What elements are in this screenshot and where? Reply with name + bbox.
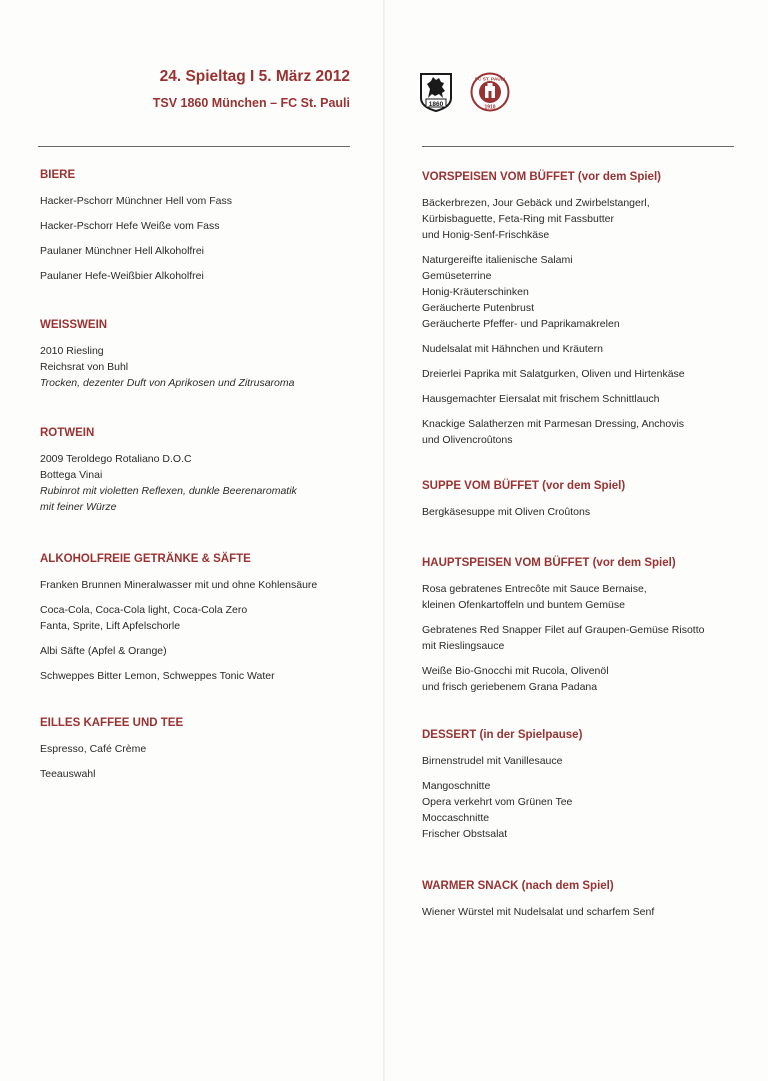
pauli-crest-name: FC ST. PAULI <box>474 77 506 83</box>
menu-item: 2009 Teroldego Rotaliano D.O.C <box>40 453 192 465</box>
menu-section-rotwein <box>40 426 380 524</box>
menu-item: Bottega Vinai <box>40 469 103 481</box>
menu-item: 2010 Riesling <box>40 345 104 357</box>
menu-item-group <box>40 451 380 515</box>
food-column <box>422 0 762 1081</box>
menu-item: Moccaschnitte <box>422 812 490 824</box>
menu-item-group <box>422 504 762 520</box>
menu-item: Franken Brunnen Mineralwasser mit und ohne Kohlensäure <box>40 579 318 591</box>
menu-item: Hausgemachter Eiersalat mit frischem Schnittlauch <box>422 393 660 405</box>
menu-item: Knackige Salatherzen mit Parmesan Dressing, Anchovis <box>422 418 685 430</box>
section-title: WEISSWEIN <box>40 319 108 331</box>
menu-item: Birnenstrudel mit Vanillesauce <box>422 755 563 767</box>
menu-item: Geräucherte Putenbrust <box>422 302 535 314</box>
menu-item: Mangoschnitte <box>422 780 491 792</box>
menu-section-weisswein <box>40 318 380 400</box>
menu-item-group <box>422 391 762 407</box>
menu-item-group <box>422 663 762 695</box>
menu-item-group <box>40 268 380 284</box>
menu-item: Hacker-Pschorr Hefe Weiße vom Fass <box>40 220 220 232</box>
tasting-note: mit feiner Würze <box>40 501 117 513</box>
menu-item: Schweppes Bitter Lemon, Schweppes Tonic Water <box>40 670 275 682</box>
menu-item: kleinen Ofenkartoffeln und buntem Gemüse <box>422 599 625 611</box>
menu-section-biere <box>40 168 380 293</box>
match-title: TSV 1860 München – FC St. Pauli <box>152 96 350 110</box>
menu-item: Naturgereifte italienische Salami <box>422 254 573 266</box>
page-fold <box>383 0 385 1081</box>
menu-section-dessert <box>422 728 762 851</box>
menu-section-suppe-vom-bueffet <box>422 479 762 529</box>
menu-item: Fanta, Sprite, Lift Apfelschorle <box>40 620 181 632</box>
menu-section-vorspeisen-vom-bueffet <box>422 170 762 457</box>
section-title: ROTWEIN <box>40 427 95 439</box>
menu-item: Geräucherte Pfeffer- und Paprikamakrelen <box>422 318 620 330</box>
tsv-crest-year: 1860 <box>428 101 444 108</box>
menu-item-group <box>422 195 762 243</box>
menu-item-group <box>422 341 762 357</box>
menu-item-group <box>40 577 380 593</box>
menu-item-group <box>40 343 380 391</box>
menu-item: Wiener Würstel mit Nudelsalat und scharfem Senf <box>422 906 655 918</box>
menu-section-warmer-snack <box>422 879 762 929</box>
menu-item: Weiße Bio-Gnocchi mit Rucola, Olivenöl <box>422 665 609 677</box>
menu-item: Kürbisbaguette, Feta-Ring mit Fassbutter <box>422 213 615 225</box>
menu-item: Albi Säfte (Apfel & Orange) <box>40 645 167 657</box>
menu-item: Coca-Cola, Coca-Cola light, Coca-Cola Zero <box>40 604 248 616</box>
section-title: SUPPE VOM BÜFFET (vor dem Spiel) <box>422 480 626 492</box>
menu-item-group <box>40 602 380 634</box>
menu-item: Nudelsalat mit Hähnchen und Kräutern <box>422 343 603 355</box>
menu-section-eilles-kaffee-und-tee <box>40 716 380 791</box>
menu-item: Gebratenes Red Snapper Filet auf Graupen-Gemüse Risotto <box>422 624 705 636</box>
menu-item: mit Rieslingsauce <box>422 640 505 652</box>
section-title: VORSPEISEN VOM BÜFFET (vor dem Spiel) <box>422 171 661 183</box>
menu-item-group <box>40 243 380 259</box>
menu-item: Frischer Obstsalat <box>422 828 508 840</box>
menu-section-hauptspeisen-vom-bueffet <box>422 556 762 704</box>
drinks-column <box>40 0 380 1081</box>
menu-item-group <box>422 366 762 382</box>
pauli-crest-year: 1910 <box>484 104 496 111</box>
menu-item: und Honig-Senf-Frischkäse <box>422 229 550 241</box>
menu-item: Rosa gebratenes Entrecôte mit Sauce Bernaise, <box>422 583 647 595</box>
menu-item-group <box>422 778 762 842</box>
menu-item: Reichsrat von Buhl <box>40 361 129 373</box>
section-title: BIERE <box>40 169 76 181</box>
tasting-note: Trocken, dezenter Duft von Aprikosen und Zitrusaroma <box>40 377 295 389</box>
section-title: ALKOHOLFREIE GETRÄNKE & SÄFTE <box>40 553 251 565</box>
menu-item-group <box>422 252 762 332</box>
menu-item-group <box>40 668 380 684</box>
menu-section-alkoholfreie-getraenke-saefte <box>40 552 380 693</box>
section-title: EILLES KAFFEE UND TEE <box>40 717 184 729</box>
menu-item-group <box>422 581 762 613</box>
menu-item: Espresso, Café Crème <box>40 743 147 755</box>
menu-item: und Olivencroûtons <box>422 434 513 446</box>
section-title: HAUPTSPEISEN VOM BÜFFET (vor dem Spiel) <box>422 557 676 569</box>
section-title: DESSERT (in der Spielpause) <box>422 729 583 741</box>
tasting-note: Rubinrot mit violetten Reflexen, dunkle Beerenaromatik <box>40 485 297 497</box>
menu-item-group <box>422 753 762 769</box>
menu-item-group <box>422 622 762 654</box>
menu-item: Dreierlei Paprika mit Salatgurken, Oliven und Hirtenkäse <box>422 368 685 380</box>
menu-item: Bäckerbrezen, Jour Gebäck und Zwirbelstangerl, <box>422 197 650 209</box>
menu-item-group <box>422 904 762 920</box>
menu-item: Honig-Kräuterschinken <box>422 286 529 298</box>
menu-item: Bergkäsesuppe mit Oliven Croûtons <box>422 506 591 518</box>
section-title: WARMER SNACK (nach dem Spiel) <box>422 880 614 892</box>
menu-item-group <box>422 416 762 448</box>
matchday-date: 24. Spieltag I 5. März 2012 <box>159 68 350 85</box>
menu-item: Opera verkehrt vom Grünen Tee <box>422 796 573 808</box>
menu-item: Hacker-Pschorr Münchner Hell vom Fass <box>40 195 232 207</box>
menu-item: Teeauswahl <box>40 768 96 780</box>
menu-item: Gemüseterrine <box>422 270 492 282</box>
menu-item-group <box>40 193 380 209</box>
menu-item: Paulaner Münchner Hell Alkoholfrei <box>40 245 205 257</box>
menu-item-group <box>40 741 380 757</box>
menu-item-group <box>40 218 380 234</box>
menu-item: und frisch geriebenem Grana Padana <box>422 681 598 693</box>
menu-item: Paulaner Hefe-Weißbier Alkoholfrei <box>40 270 204 282</box>
menu-item-group <box>40 643 380 659</box>
menu-item-group <box>40 766 380 782</box>
